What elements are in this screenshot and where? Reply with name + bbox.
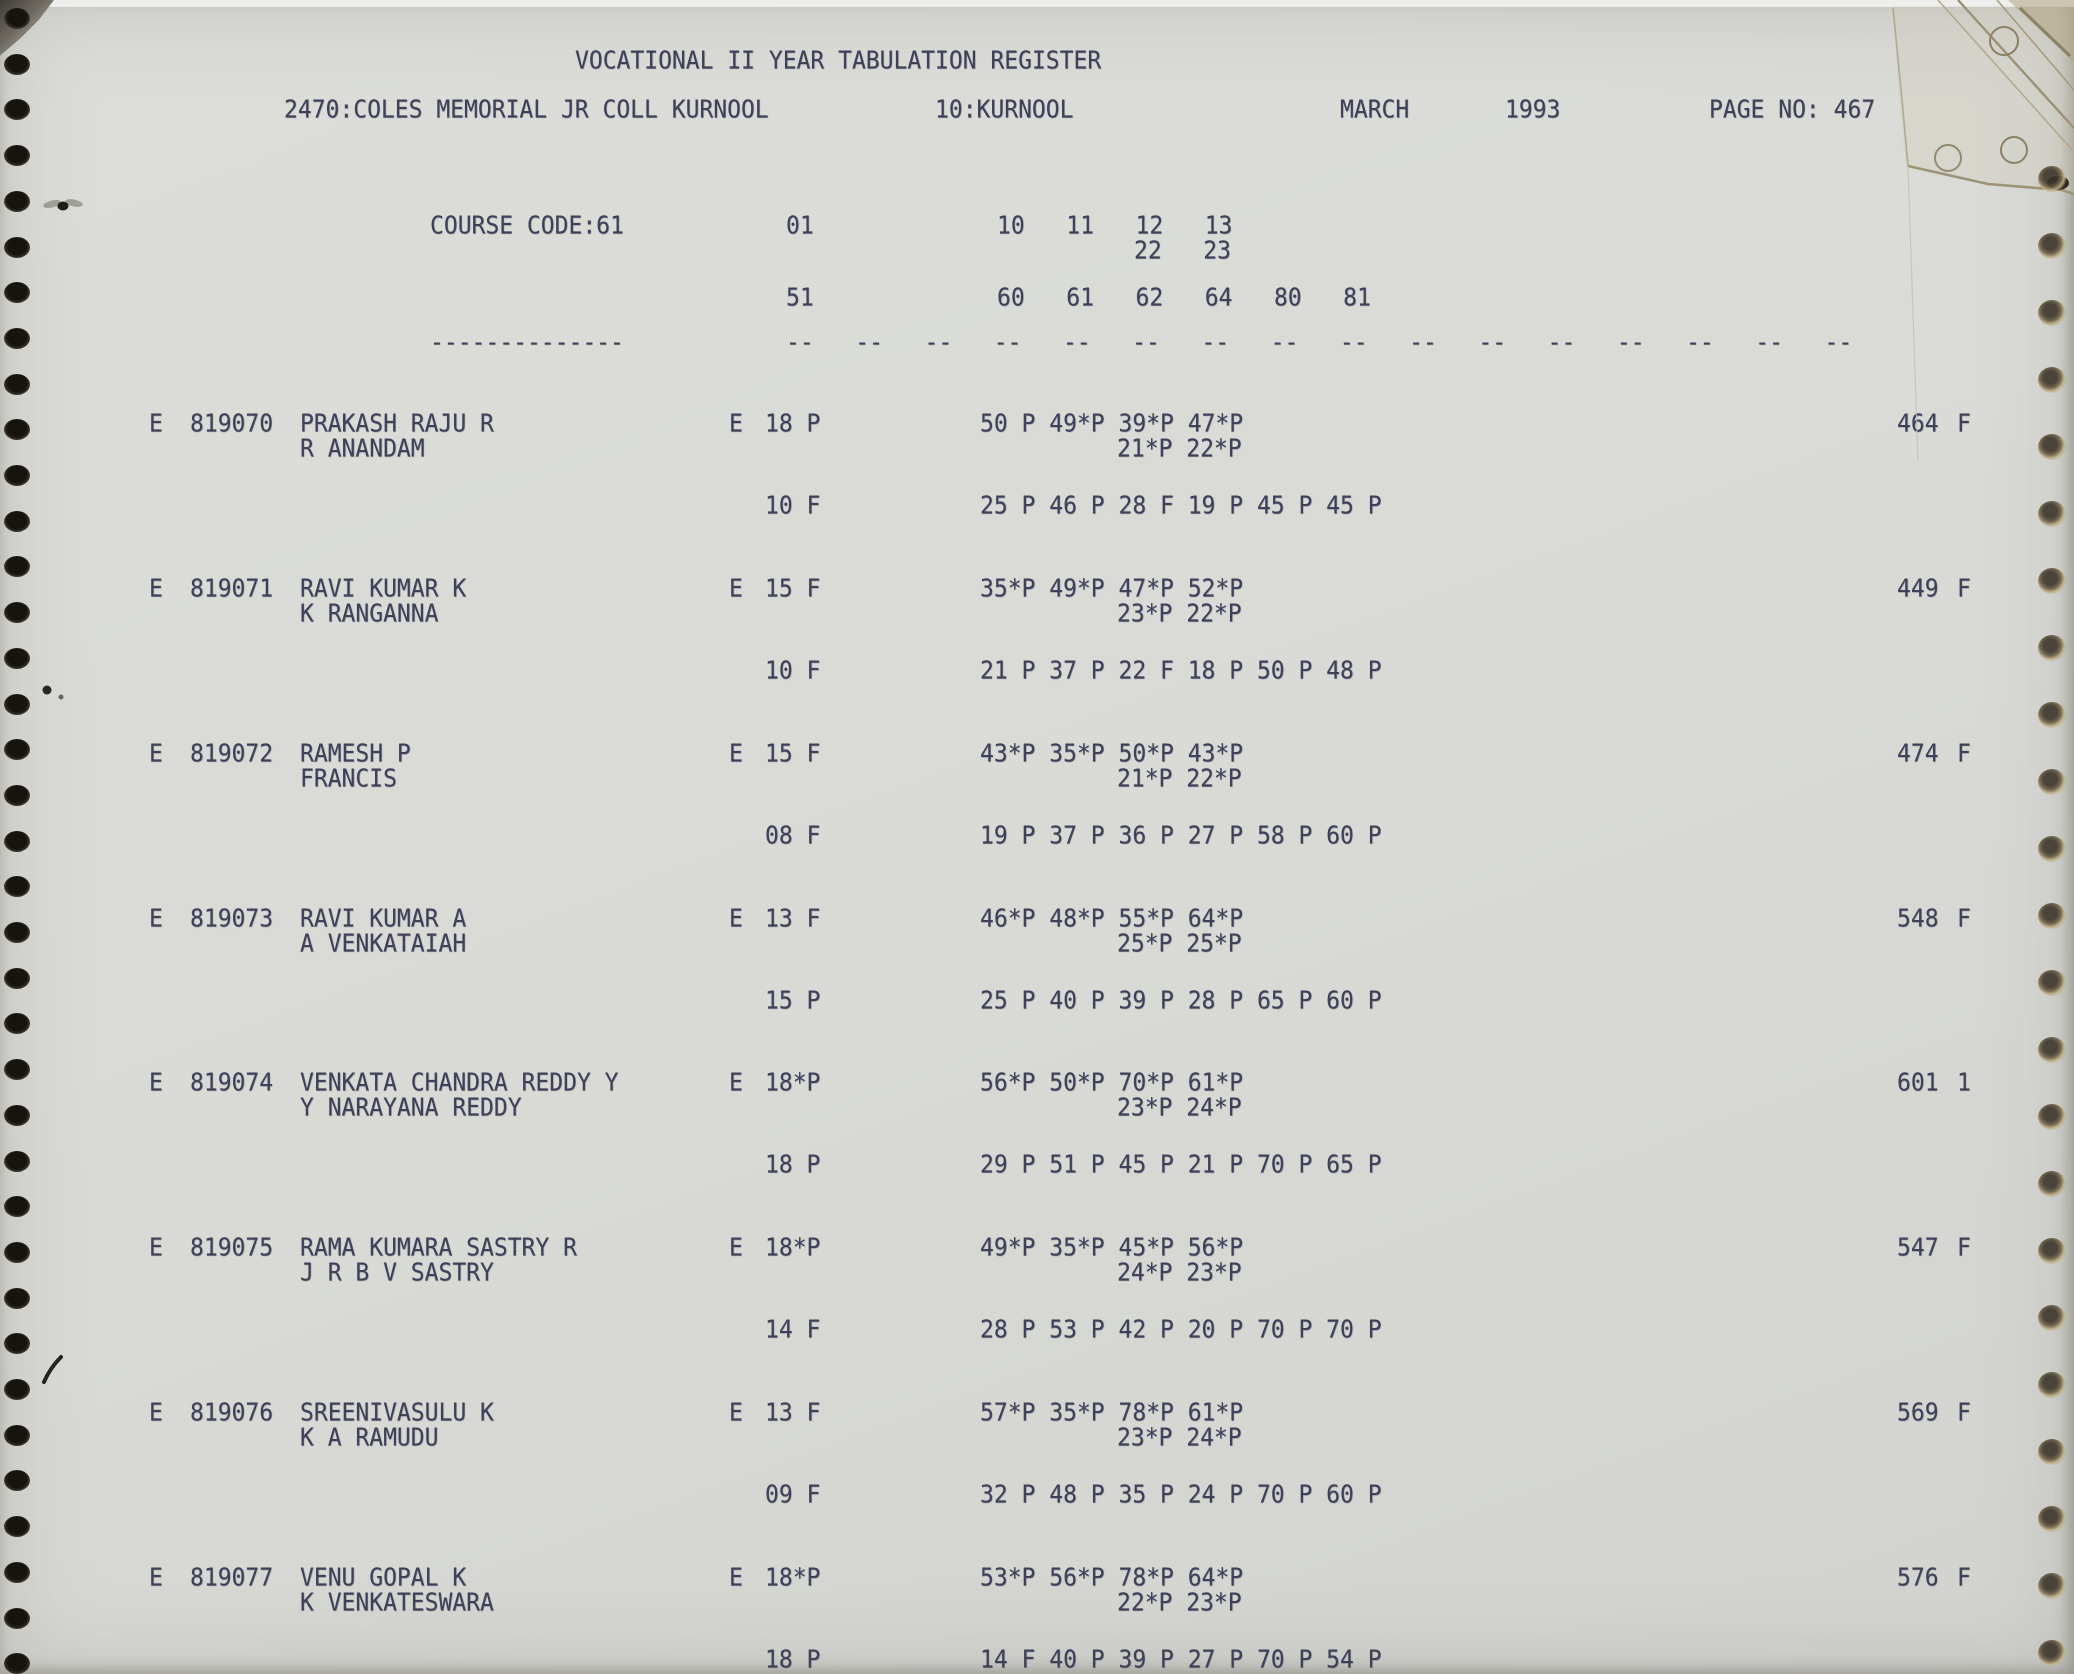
guardian-name: J R B V SASTRY [300,1258,494,1287]
second-language-marks: 08 F [765,821,821,850]
sprocket-hole-left [4,1151,30,1172]
subject-codes-row1-sub: 22 23 [1134,236,1231,265]
sprocket-hole-right [2038,970,2066,996]
register-number: 819072 [190,739,274,768]
total-marks: 547 [1897,1233,1939,1262]
result-flag: F [1957,739,1971,768]
guardian-name: K A RAMUDU [300,1423,439,1452]
language-marks: 13 F [765,904,821,933]
sprocket-hole-left [4,648,30,669]
sprocket-hole-left [4,1425,30,1446]
sprocket-hole-right [2038,1238,2066,1264]
sprocket-hole-left [4,1653,30,1674]
language-marks: 13 F [765,1398,821,1427]
sprocket-hole-right [2038,1104,2066,1130]
exam-year: 1993 [1505,95,1561,124]
sprocket-hole-right [2038,635,2066,661]
subject-marks-row3: 32 P 48 P 35 P 24 P 70 P 60 P [980,1480,1382,1509]
torn-corner-top-left [0,0,54,58]
candidate-flag: E [149,1398,163,1427]
sprocket-hole-left [4,831,30,852]
sprocket-hole-left [4,1059,30,1080]
second-language-marks: 10 F [765,491,821,520]
second-language-marks: 18 P [765,1645,821,1674]
register-number: 819073 [190,904,274,933]
sprocket-hole-right [2038,1640,2066,1666]
total-marks: 548 [1897,904,1939,933]
candidate-name: VENU GOPAL K [300,1563,467,1592]
sprocket-hole-left [4,1242,30,1263]
college-name: 2470:COLES MEMORIAL JR COLL KURNOOL [284,95,769,124]
medium-flag: E [729,1563,743,1592]
subject-marks-row2: 25*P 25*P [1117,929,1242,958]
subject-marks-row1: 57*P 35*P 78*P 61*P [980,1398,1244,1427]
result-flag: F [1957,1563,1971,1592]
result-flag: F [1957,1398,1971,1427]
subject-marks-row2: 23*P 24*P [1117,1423,1242,1452]
candidate-flag: E [149,1563,163,1592]
sprocket-hole-right [2038,903,2066,929]
sprocket-hole-right [2038,769,2066,795]
language-marks: 18*P [765,1233,821,1262]
sprocket-hole-right [2038,1037,2066,1063]
subject-codes-row1: 10 11 12 13 [997,211,1233,240]
sprocket-hole-left [4,99,30,120]
guardian-name: A VENKATAIAH [300,929,467,958]
subject-marks-row3: 28 P 53 P 42 P 20 P 70 P 70 P [980,1315,1382,1344]
sprocket-hole-left [4,1470,30,1491]
sprocket-hole-left [4,556,30,577]
sprocket-hole-left [4,8,30,29]
subject-marks-row1: 49*P 35*P 45*P 56*P [980,1233,1244,1262]
medium-flag: E [729,739,743,768]
sprocket-hole-left [4,1379,30,1400]
sprocket-hole-left [4,54,30,75]
subject-marks-row1: 43*P 35*P 50*P 43*P [980,739,1244,768]
fold-underlayer [2008,0,2074,62]
sprocket-hole-right [2038,702,2066,728]
subject-marks-row2: 21*P 22*P [1117,764,1242,793]
second-language-marks: 14 F [765,1315,821,1344]
candidate-flag: E [149,574,163,603]
underline-course: -------------- [430,328,624,357]
subject-marks-row1: 35*P 49*P 47*P 52*P [980,574,1244,603]
sprocket-hole-right [2038,836,2066,862]
sprocket-hole-right [2038,300,2066,326]
medium-flag: E [729,574,743,603]
sprocket-hole-left [4,1288,30,1309]
subject-marks-row2: 23*P 24*P [1117,1093,1242,1122]
guardian-name: K VENKATESWARA [300,1588,494,1617]
candidate-name: SREENIVASULU K [300,1398,494,1427]
second-language-marks: 18 P [765,1150,821,1179]
candidate-name: RAMESH P [300,739,411,768]
total-marks: 474 [1897,739,1939,768]
binder-ring-mark [2001,137,2027,163]
sprocket-hole-left [4,922,30,943]
sprocket-hole-left [4,1333,30,1354]
scan-edge-strip [0,0,2074,7]
guardian-name: Y NARAYANA REDDY [300,1093,522,1122]
candidate-flag: E [149,1068,163,1097]
register-number: 819074 [190,1068,274,1097]
sprocket-hole-left [4,1013,30,1034]
subject-marks-row3: 21 P 37 P 22 F 18 P 50 P 48 P [980,656,1382,685]
subject-marks-row2: 23*P 22*P [1117,599,1242,628]
subject-marks-row1: 46*P 48*P 55*P 64*P [980,904,1244,933]
sprocket-hole-left [4,282,30,303]
second-language-marks: 10 F [765,656,821,685]
course-code-label: COURSE CODE:61 [430,211,624,240]
medium-flag: E [729,1398,743,1427]
subject-code-01: 01 [786,211,814,240]
sprocket-hole-right [2038,1439,2066,1465]
subject-marks-row2: 22*P 23*P [1117,1588,1242,1617]
sprocket-hole-left [4,191,30,212]
pen-stroke-mark [44,1357,61,1382]
sprocket-hole-right [2038,568,2066,594]
sprocket-hole-left [4,511,30,532]
fold-left-crease [1893,8,1908,166]
second-language-marks: 15 P [765,986,821,1015]
total-marks: 569 [1897,1398,1939,1427]
medium-flag: E [729,409,743,438]
sprocket-hole-right [2038,1171,2066,1197]
sprocket-hole-left [4,1562,30,1583]
district-name: 10:KURNOOL [935,95,1074,124]
candidate-flag: E [149,739,163,768]
sprocket-hole-left [4,1608,30,1629]
candidate-name: VENKATA CHANDRA REDDY Y [300,1068,619,1097]
sprocket-hole-right [2038,367,2066,393]
total-marks: 576 [1897,1563,1939,1592]
subject-marks-row3: 25 P 40 P 39 P 28 P 65 P 60 P [980,986,1382,1015]
sprocket-hole-right [2038,1573,2066,1599]
fly-speck [58,202,69,211]
sprocket-hole-right [2038,434,2066,460]
sprocket-hole-left [4,328,30,349]
underline-columns: -- -- -- -- -- -- -- -- -- -- -- -- -- -- -- -- [786,328,1853,357]
register-number: 819071 [190,574,274,603]
sprocket-hole-right [2038,1305,2066,1331]
result-flag: F [1957,409,1971,438]
register-number: 819076 [190,1398,274,1427]
register-number: 819070 [190,409,274,438]
total-marks: 464 [1897,409,1939,438]
candidate-name: RAMA KUMARA SASTRY R [300,1233,577,1262]
sprocket-hole-left [4,374,30,395]
register-number: 819077 [190,1563,274,1592]
candidate-flag: E [149,904,163,933]
sprocket-hole-left [4,145,30,166]
sprocket-hole-right [2038,1506,2066,1532]
language-marks: 15 F [765,739,821,768]
subject-marks-row1: 56*P 50*P 70*P 61*P [980,1068,1244,1097]
guardian-name: FRANCIS [300,764,397,793]
language-marks: 18*P [765,1068,821,1097]
subject-marks-row3: 25 P 46 P 28 F 19 P 45 P 45 P [980,491,1382,520]
candidate-name: RAVI KUMAR K [300,574,467,603]
page-title: VOCATIONAL II YEAR TABULATION REGISTER [575,46,1102,75]
candidate-flag: E [149,409,163,438]
subject-marks-row1: 53*P 56*P 78*P 64*P [980,1563,1244,1592]
result-flag: F [1957,574,1971,603]
subject-marks-row3: 29 P 51 P 45 P 21 P 70 P 65 P [980,1150,1382,1179]
subject-marks-row2: 24*P 23*P [1117,1258,1242,1287]
subject-code-51: 51 [786,283,814,312]
binder-ring-mark [1935,145,1961,171]
medium-flag: E [729,1068,743,1097]
sprocket-hole-left [4,465,30,486]
sprocket-hole-left [4,602,30,623]
language-marks: 18*P [765,1563,821,1592]
sprocket-hole-right [2038,1372,2066,1398]
exam-month: MARCH [1340,95,1410,124]
sprocket-hole-right [2038,233,2066,259]
subject-marks-row1: 50 P 49*P 39*P 47*P [980,409,1244,438]
language-marks: 18 P [765,409,821,438]
sprocket-hole-left [4,694,30,715]
guardian-name: K RANGANNA [300,599,439,628]
sprocket-hole-left [4,1516,30,1537]
register-number: 819075 [190,1233,274,1262]
sprocket-hole-left [4,876,30,897]
result-flag: F [1957,1233,1971,1262]
total-marks: 601 [1897,1068,1939,1097]
sprocket-hole-right [2038,501,2066,527]
result-flag: F [1957,904,1971,933]
guardian-name: R ANANDAM [300,434,425,463]
sprocket-hole-left [4,739,30,760]
total-marks: 449 [1897,574,1939,603]
sprocket-hole-left [4,1196,30,1217]
subject-marks-row3: 19 P 37 P 36 P 27 P 58 P 60 P [980,821,1382,850]
medium-flag: E [729,1233,743,1262]
candidate-name: RAVI KUMAR A [300,904,467,933]
speck [43,686,52,695]
medium-flag: E [729,904,743,933]
subject-marks-row3: 14 F 40 P 39 P 27 P 70 P 54 P [980,1645,1382,1674]
sprocket-hole-left [4,968,30,989]
candidate-flag: E [149,1233,163,1262]
sprocket-hole-right [2038,166,2066,192]
sprocket-hole-left [4,419,30,440]
result-flag: 1 [1957,1068,1971,1097]
sprocket-hole-left [4,785,30,806]
subject-codes-row2: 60 61 62 64 80 81 [997,283,1371,312]
subject-marks-row2: 21*P 22*P [1117,434,1242,463]
second-language-marks: 09 F [765,1480,821,1509]
sprocket-hole-left [4,237,30,258]
language-marks: 15 F [765,574,821,603]
candidate-name: PRAKASH RAJU R [300,409,494,438]
page-number: PAGE NO: 467 [1709,95,1876,124]
binder-ring-mark [1990,27,2018,55]
sprocket-hole-left [4,1105,30,1126]
